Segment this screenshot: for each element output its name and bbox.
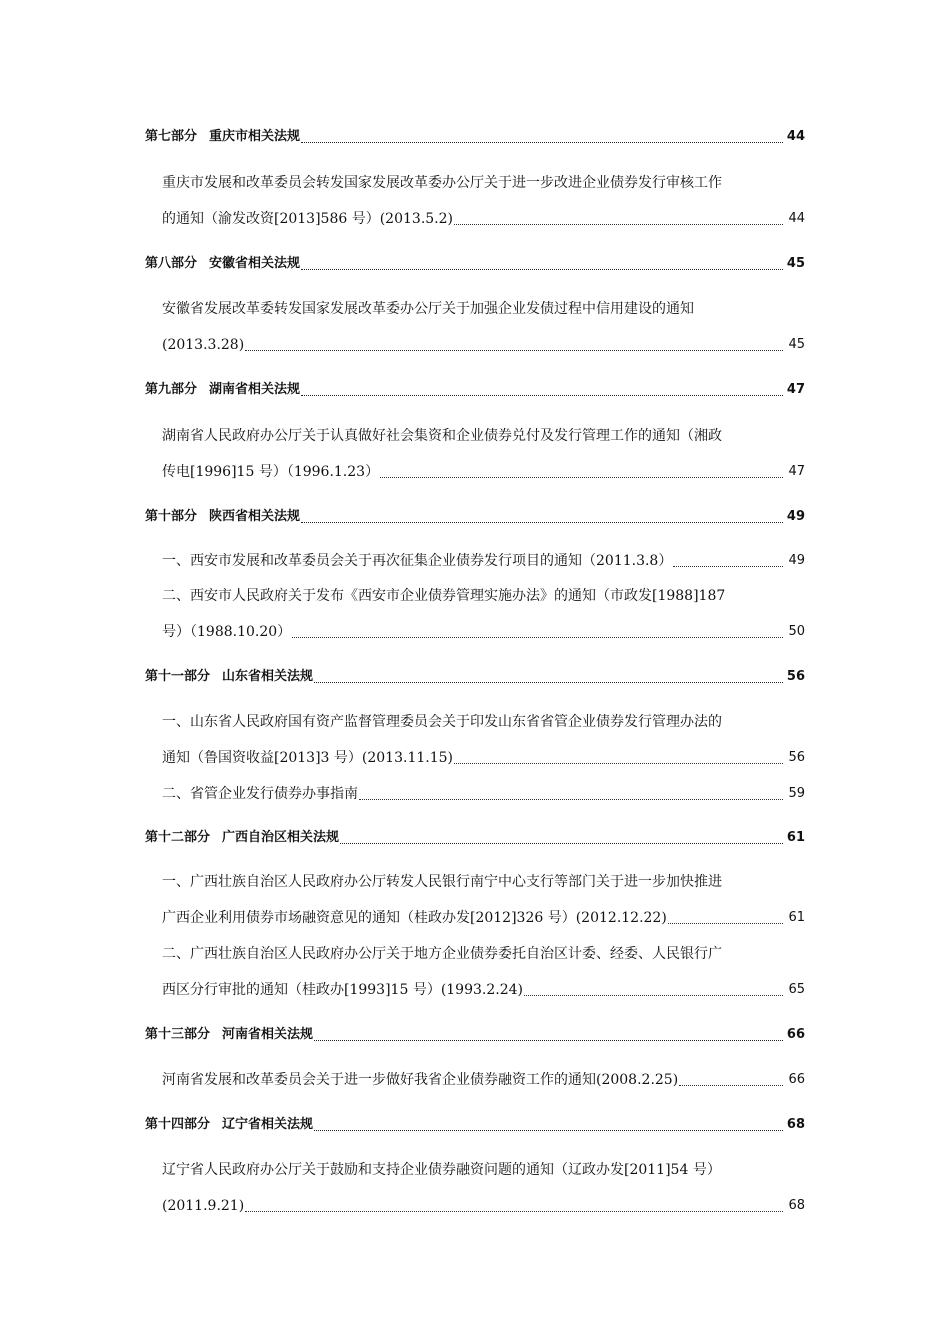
part-label: 第十部分: [145, 509, 198, 524]
page-number: 49: [788, 553, 805, 568]
toc-entry-text: 二、省管企业发行债券办事指南: [162, 786, 358, 802]
part-label: 第八部分: [145, 256, 198, 271]
toc-part-13[interactable]: [0, 1023, 950, 1047]
part-label: 第十三部分: [145, 1027, 211, 1042]
toc-entry-text[interactable]: 湖南省人民政府办公厅关于认真做好社会集资和企业债券兑付及发行管理工作的通知（湘政: [162, 428, 722, 444]
toc-entry-text[interactable]: 重庆市发展和改革委员会转发国家发展改革委办公厅关于进一步改进企业债券发行审核工作: [162, 175, 722, 191]
toc-entry-text: 河南省发展和改革委员会关于进一步做好我省企业债券融资工作的通知(2008.2.25): [162, 1072, 679, 1088]
toc-entry-12-2[interactable]: [0, 978, 950, 1002]
toc-part-11[interactable]: [0, 665, 950, 689]
leader-dots: [314, 1129, 783, 1131]
leader-dots: [301, 394, 783, 396]
page-number: 45: [786, 256, 805, 271]
toc-part-9[interactable]: [0, 378, 950, 402]
toc-entry-text[interactable]: 一、广西壮族自治区人民政府办公厅转发人民银行南宁中心支行等部门关于进一步加快推进: [162, 874, 722, 890]
leader-dots: [340, 842, 783, 844]
leader-dots: [673, 565, 783, 567]
toc-entry-text: 西区分行审批的通知（桂政办[1993]15 号）(1993.2.24): [162, 982, 523, 998]
toc-entry-text: 广西企业利用债券市场融资意见的通知（桂政办发[2012]326 号）(2012.12.22): [162, 910, 667, 926]
toc-entry-12-1[interactable]: [0, 906, 950, 930]
page-number: 56: [786, 669, 805, 684]
toc-part-8[interactable]: [0, 252, 950, 276]
page-number: 61: [786, 830, 805, 845]
part-title: 安徽省相关法规: [209, 256, 301, 271]
leader-dots: [359, 798, 783, 800]
page-number: 47: [788, 464, 805, 479]
toc-entry-text: 的通知（渝发改资[2013]586 号）(2013.5.2): [162, 211, 453, 227]
part-label: 第九部分: [145, 382, 198, 397]
toc-part-10[interactable]: [0, 505, 950, 529]
part-title: 重庆市相关法规: [209, 129, 301, 144]
page-number: 49: [786, 509, 805, 524]
leader-dots: [314, 1039, 783, 1041]
page-number: 59: [788, 786, 805, 801]
toc-entry-text: 通知（鲁国资收益[2013]3 号）(2013.11.15): [162, 750, 453, 766]
part-title: 山东省相关法规: [222, 669, 314, 684]
part-label: 第十四部分: [145, 1117, 211, 1132]
toc-entry-14-1[interactable]: [0, 1194, 950, 1218]
leader-dots: [301, 141, 783, 143]
leader-dots: [301, 521, 783, 523]
toc-entry-text[interactable]: 二、西安市人民政府关于发布《西安市企业债券管理实施办法》的通知（市政发[1988]187: [162, 588, 726, 604]
toc-entry-13-1[interactable]: [0, 1068, 950, 1092]
part-title: 辽宁省相关法规: [222, 1117, 314, 1132]
toc-entry-text[interactable]: 二、广西壮族自治区人民政府办公厅关于地方企业债券委托自治区计委、经委、人民银行广: [162, 946, 722, 962]
part-label: 第十一部分: [145, 669, 211, 684]
leader-dots: [245, 1210, 783, 1212]
page-number: 68: [786, 1117, 805, 1132]
toc-entry-7-1[interactable]: [0, 207, 950, 231]
page-number: 68: [788, 1198, 805, 1213]
leader-dots: [668, 922, 783, 924]
page-number: 44: [788, 211, 805, 226]
toc-entry-text[interactable]: 安徽省发展改革委转发国家发展改革委办公厅关于加强企业发债过程中信用建设的通知: [162, 301, 694, 317]
part-title: 广西自治区相关法规: [222, 830, 340, 845]
toc-entry-text: 号）（1988.10.20）: [162, 624, 292, 640]
toc-entry-text: (2011.9.21): [162, 1198, 245, 1214]
toc-entry-text: (2013.3.28): [162, 337, 245, 353]
leader-dots: [524, 994, 783, 996]
page-number: 66: [788, 1072, 805, 1087]
toc-entry-11-2[interactable]: [0, 782, 950, 806]
toc-part-12[interactable]: [0, 826, 950, 850]
leader-dots: [301, 268, 783, 270]
toc-part-7[interactable]: [0, 125, 950, 149]
toc-entry-10-2[interactable]: [0, 620, 950, 644]
leader-dots: [314, 681, 783, 683]
page-number: 47: [786, 382, 805, 397]
leader-dots: [292, 636, 783, 638]
page-number: 66: [786, 1027, 805, 1042]
page-number: 56: [788, 750, 805, 765]
leader-dots: [454, 762, 783, 764]
part-title: 河南省相关法规: [222, 1027, 314, 1042]
part-label: 第十二部分: [145, 830, 211, 845]
leader-dots: [679, 1084, 783, 1086]
page-number: 61: [788, 910, 805, 925]
toc-entry-9-1[interactable]: [0, 460, 950, 484]
leader-dots: [454, 223, 783, 225]
toc-entry-text: 一、西安市发展和改革委员会关于再次征集企业债券发行项目的通知（2011.3.8）: [162, 553, 673, 569]
toc-entry-8-1[interactable]: [0, 333, 950, 357]
toc-entry-text[interactable]: 辽宁省人民政府办公厅关于鼓励和支持企业债券融资问题的通知（辽政办发[2011]54 号）: [162, 1162, 721, 1178]
page-number: 50: [788, 624, 805, 639]
leader-dots: [245, 349, 783, 351]
toc-entry-11-1[interactable]: [0, 746, 950, 770]
toc-entry-text: 传电[1996]15 号）（1996.1.23）: [162, 464, 380, 480]
toc-part-14[interactable]: [0, 1113, 950, 1137]
part-title: 陕西省相关法规: [209, 509, 301, 524]
part-label: 第七部分: [145, 129, 198, 144]
page-number: 45: [788, 337, 805, 352]
part-title: 湖南省相关法规: [209, 382, 301, 397]
leader-dots: [380, 476, 783, 478]
page-number: 65: [788, 982, 805, 997]
page-number: 44: [786, 129, 805, 144]
toc-entry-text[interactable]: 一、山东省人民政府国有资产监督管理委员会关于印发山东省省管企业债券发行管理办法的: [162, 714, 722, 730]
toc-entry-10-1[interactable]: [0, 549, 950, 573]
